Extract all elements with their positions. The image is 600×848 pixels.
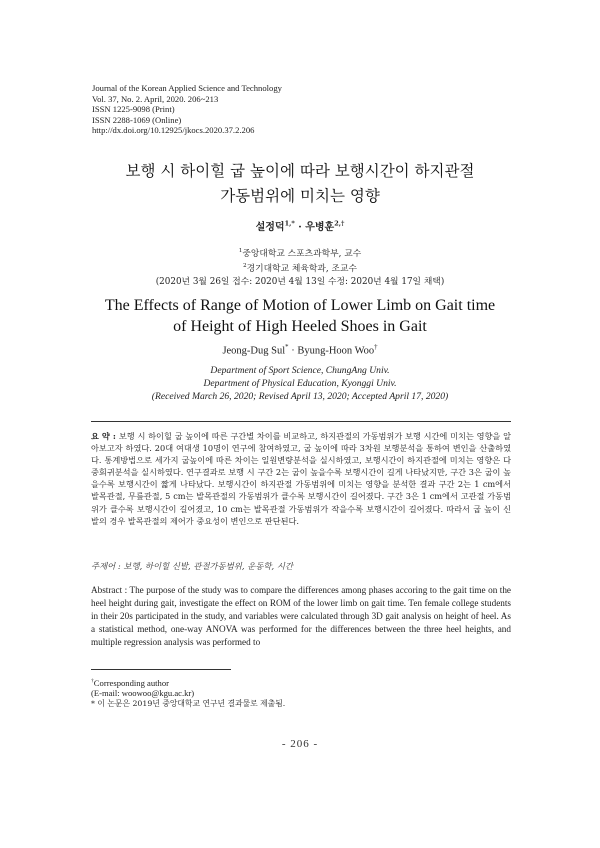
page-number: - 206 - <box>281 738 319 750</box>
journal-header <box>92 83 512 136</box>
affil1-ko <box>60 245 540 260</box>
dagger-mark: † <box>91 678 94 684</box>
footnote-divider <box>91 669 231 670</box>
affil2-ko-text: 경기대학교 체육학과, 조교수 <box>246 264 357 275</box>
funding-text: 이 논문은 2019년 중앙대학교 연구년 결과물로 제출됨. <box>97 698 286 708</box>
abstract-divider <box>91 421 511 422</box>
korean-authors <box>60 218 540 233</box>
dates-en: (Received March 26, 2020; Revised April 13, 2020; Accepted April 17, 2020) <box>151 390 449 402</box>
author1-ko: 설정덕 <box>255 222 285 233</box>
doi-link[interactable]: http://dx.doi.org/10.12925/jkocs.2020.37.2.206 <box>92 125 255 136</box>
affil2-en: Department of Physical Education, Kyonggi Univ. <box>203 377 397 389</box>
issn-online: ISSN 2288-1069 (Online) <box>92 114 182 125</box>
english-title-line2: of Height of High Heeled Shoes in Gait <box>173 318 427 335</box>
corresponding-email: (E-mail: woowoo@kgu.ac.kr) <box>91 688 195 699</box>
journal-name: Journal of the Korean Applied Science and Technology <box>92 83 282 93</box>
english-title-line1: The Effects of Range of Motion of Lower Limb on Gait time <box>104 297 496 314</box>
affil1-en: Department of Sport Science, ChungAng Univ. <box>210 365 390 376</box>
author2-en: Byung-Hoon Woo <box>297 345 375 357</box>
korean-abstract-label: 요 약 : <box>91 431 119 441</box>
funding-note <box>91 699 511 710</box>
author-separator-ko: · <box>294 222 306 233</box>
author2-ko: 우병훈 <box>305 222 335 233</box>
author1-ko-mark: 1,* <box>284 219 295 228</box>
english-title <box>60 295 540 337</box>
author2-ko-mark: 2,† <box>334 219 345 228</box>
footnotes <box>91 676 511 709</box>
english-affiliations <box>60 365 540 403</box>
dates-ko: (2020년 3월 26일 접수: 2020년 4월 13일 수정: 2020년 4월 17일 채택) <box>155 276 445 287</box>
korean-abstract-text: 보행 시 하이힐 굽 높이에 따른 구간별 차이를 비교하고, 하지관절의 가동범위가 보행 시간에 미치는 영향을 알아보고자 하였다. 20대 여대생 10명이 연구에 참여하였고, 굽 높이에 따라 3차원 보행분석을 통하여 변인을 산출하였다. 통계방법으로 세가지 굽높이에 따른 차이는 일원변량분석을 실시하였고, 보행시간이 하지관절에 미치는 영향은 다중회귀분석을 실시하였다. 연구결과로 보행 시 구간 2는 굽이 높을수록 보행시간이 길게 나타났지만, 구간 3은 굽이 높을수록 보행시간이 짧게 나타났다. 보행시간이 하지관절 가동범위에 미치는 영향을 분석한 결과 구간 2는 1 cm에서 발목관절, 무릎관절, 5 cm는 발목관절의 가동범위가 클수록 보행시간이 길어졌다. 구간 3은 1 cm에서 고관절 가동범위가 클수록 보행시간이 길어졌고, 10 cm는 발목관절 가동범위가 작을수록 보행시간이 길어졌다. 따라서 굽 높이 신발의 경우 발목관절의 제어가 중요성이 변인으로 판단된다. <box>91 431 511 526</box>
korean-abstract <box>91 430 511 527</box>
corresponding-label: Corresponding author <box>93 677 169 688</box>
author1-en: Jeong-Dug Sul <box>222 345 286 357</box>
korean-title-line2: 가동범위에 미치는 영향 <box>220 187 380 205</box>
english-abstract-text: The purpose of the study was to compare the differences among phases accoring to the gait time on the heel height during gait, investigate the effect on ROM of the lower limb on gait time. Ten female college students in their 20s participated in the study, and variables were calculated through 3D gait analysis on height of heel. As a statistical method, one-way ANOVA was performed for the differences between the three heel heights, and multiple regression analysis was performed to <box>91 585 511 647</box>
funding-mark: * <box>91 698 95 708</box>
english-abstract <box>91 584 511 649</box>
affil2-ko-mark: 2 <box>242 263 247 270</box>
korean-title <box>60 159 540 209</box>
issn-print: ISSN 1225-9098 (Print) <box>92 104 175 115</box>
author-separator-en: · <box>288 345 298 357</box>
affil2-ko <box>60 260 540 275</box>
english-abstract-label: Abstract : <box>91 585 130 595</box>
korean-title-line1: 보행 시 하이힐 굽 높이에 따라 보행시간이 하지관절 <box>125 162 475 180</box>
journal-volume: Vol. 37, No. 2. April, 2020. 206~213 <box>92 93 219 104</box>
corresponding-author <box>91 676 511 688</box>
affil1-ko-mark: 1 <box>238 248 243 254</box>
korean-affiliations <box>60 245 540 288</box>
english-authors <box>60 344 540 357</box>
korean-keywords: 주제어 : 보행, 하이힐 신발, 관절가동범위, 운동학, 시간 <box>91 561 293 571</box>
author1-en-mark: * <box>285 344 289 351</box>
affil1-ko-text: 중앙대학교 스포츠과학부, 교수 <box>242 248 362 259</box>
author2-en-mark: † <box>374 344 378 351</box>
